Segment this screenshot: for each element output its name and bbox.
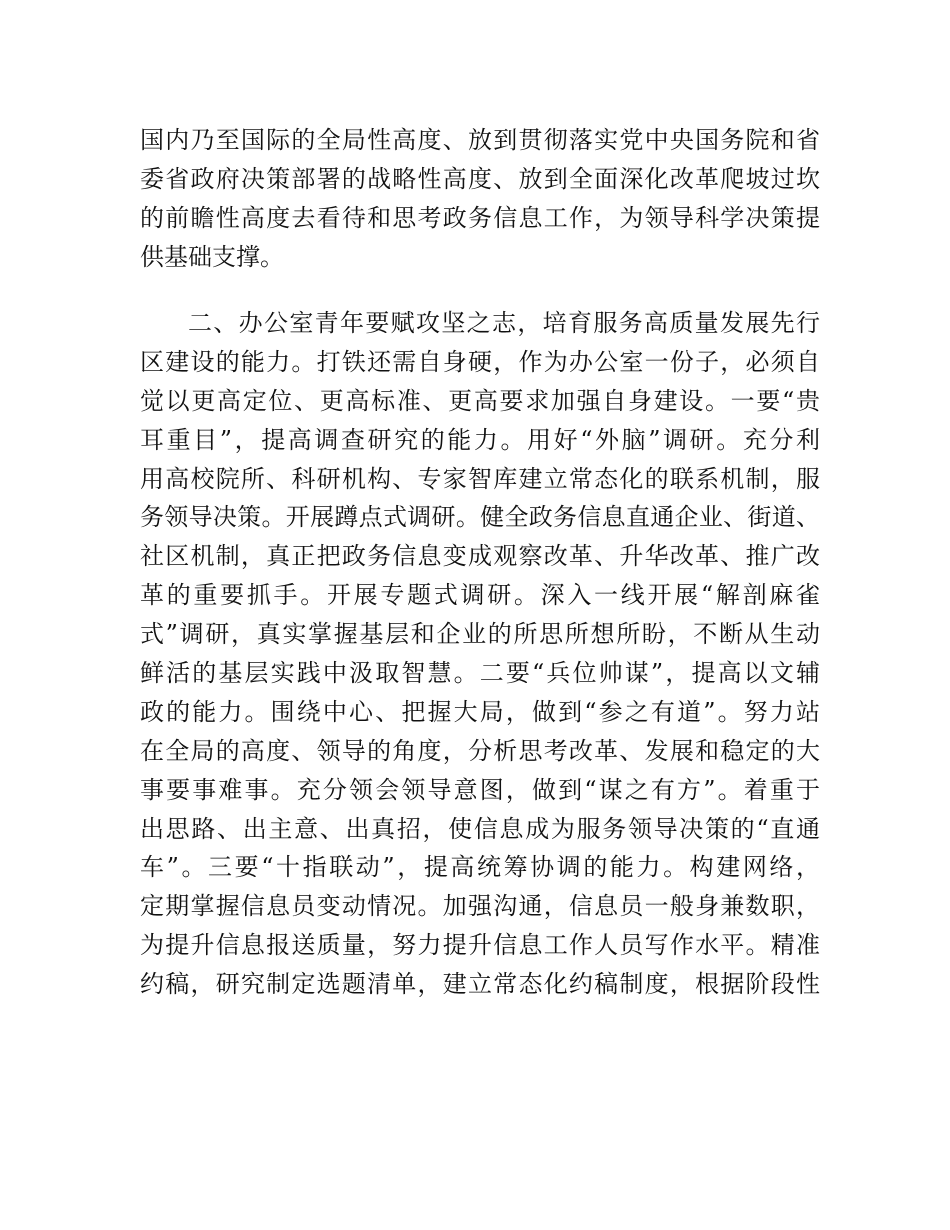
text-line: 出思路、出主意、出真招，使信息成为服务领导决策的“直通 — [140, 814, 820, 843]
text-line: 区建设的能力。打铁还需自身硬，作为办公室一份子，必须自 — [140, 347, 820, 376]
text-line: 国内乃至国际的全局性高度、放到贯彻落实党中央国务院和省 — [140, 126, 820, 154]
paragraph-2 — [140, 304, 820, 1004]
text-line: 车”。三要“十指联动”，提高统筹协调的能力。构建网络， — [140, 853, 820, 882]
text-line: 革的重要抓手。开展专题式调研。深入一线开展“解剖麻雀 — [140, 581, 820, 610]
paragraph-1 — [140, 121, 820, 277]
text-line: 式”调研，真实掌握基层和企业的所思所想所盼，不断从生动 — [140, 620, 820, 649]
text-line: 鲜活的基层实践中汲取智慧。二要“兵位帅谋”，提高以文辅 — [140, 659, 820, 688]
text-line: 二、办公室青年要赋攻坚之志，培育服务高质量发展先行 — [188, 309, 820, 337]
text-line: 政的能力。围绕中心、把握大局，做到“参之有道”。努力站 — [140, 697, 820, 726]
text-line: 社区机制，真正把政务信息变成观察改革、升华改革、推广改 — [140, 542, 820, 571]
text-line: 耳重目”，提高调查研究的能力。用好“外脑”调研。充分利 — [140, 425, 820, 454]
text-line: 用高校院所、科研机构、专家智库建立常态化的联系机制，服 — [140, 464, 820, 493]
text-line: 委省政府决策部署的战略性高度、放到全面深化改革爬坡过坎 — [140, 164, 820, 193]
text-line: 定期掌握信息员变动情况。加强沟通，信息员一般身兼数职， — [140, 892, 820, 921]
text-line: 觉以更高定位、更高标准、更高要求加强自身建设。一要“贵 — [140, 386, 820, 415]
text-line: 务领导决策。开展蹲点式调研。健全政务信息直通企业、街道、 — [140, 503, 820, 532]
text-line: 事要事难事。充分领会领导意图，做到“谋之有方”。着重于 — [140, 775, 820, 804]
text-line: 的前瞻性高度去看待和思考政务信息工作，为领导科学决策提 — [140, 203, 820, 232]
text-line: 约稿，研究制定选题清单，建立常态化约稿制度，根据阶段性 — [140, 970, 820, 999]
text-line: 在全局的高度、领导的角度，分析思考改革、发展和稳定的大 — [140, 736, 820, 765]
text-line: 供基础支撑。 — [140, 242, 284, 271]
text-line: 为提升信息报送质量，努力提升信息工作人员写作水平。精准 — [140, 931, 820, 960]
